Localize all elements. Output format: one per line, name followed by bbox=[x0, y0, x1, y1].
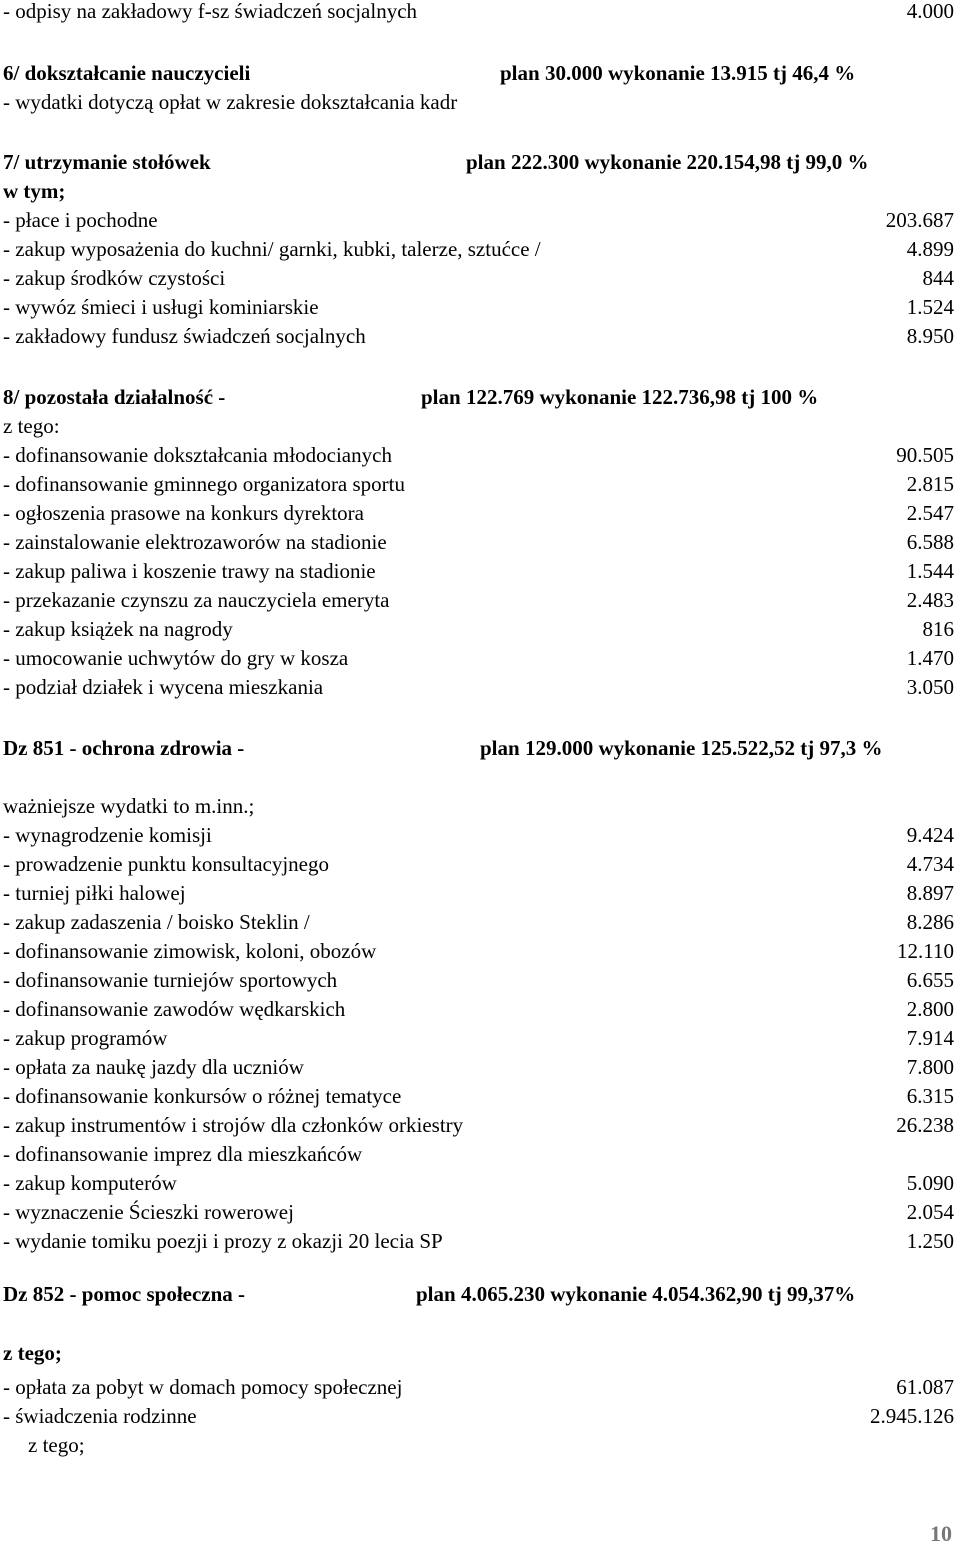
item-label: - dofinansowanie dokształcania młodocianych bbox=[3, 443, 392, 467]
item-value: 1.544 bbox=[906, 559, 954, 583]
list-item bbox=[3, 499, 954, 527]
item-value: 6.655 bbox=[906, 968, 954, 992]
item-label: - dofinansowanie zawodów wędkarskich bbox=[3, 997, 346, 1021]
list-item bbox=[3, 966, 954, 994]
list-item bbox=[3, 1140, 954, 1168]
section-heading-6 bbox=[3, 59, 954, 87]
list-item bbox=[3, 1053, 954, 1081]
subheading: ważniejsze wydatki to m.inn.; bbox=[3, 794, 255, 818]
item-label: - dofinansowanie konkursów o różnej tematyce bbox=[3, 1084, 402, 1108]
list-item bbox=[3, 586, 954, 614]
item-label: - umocowanie uchwytów do gry w kosza bbox=[3, 646, 349, 670]
list-item bbox=[3, 937, 954, 965]
list-item bbox=[3, 821, 954, 849]
plan-summary: plan 30.000 wykonanie 13.915 tj 46,4 % bbox=[500, 61, 856, 85]
list-item bbox=[3, 879, 954, 907]
item-label: - dofinansowanie turniejów sportowych bbox=[3, 968, 338, 992]
section-heading-dz852 bbox=[3, 1280, 954, 1308]
list-item bbox=[3, 615, 954, 643]
item-value: 8.286 bbox=[906, 910, 954, 934]
item-label: - opłata za pobyt w domach pomocy społecznej bbox=[3, 1375, 403, 1399]
list-item bbox=[3, 1024, 954, 1052]
item-value: 3.050 bbox=[906, 675, 954, 699]
item-value: 2.815 bbox=[906, 472, 954, 496]
item-label: - wynagrodzenie komisji bbox=[3, 823, 212, 847]
item-label: - zakup wyposażenia do kuchni/ garnki, kubki, talerze, sztućce / bbox=[3, 237, 541, 261]
list-item bbox=[3, 1198, 954, 1226]
item-label: - zakup środków czystości bbox=[3, 266, 226, 290]
item-label: - zainstalowanie elektrozaworów na stadionie bbox=[3, 530, 387, 554]
item-value: 1.250 bbox=[906, 1229, 954, 1253]
item-value: 2.800 bbox=[906, 997, 954, 1021]
item-value: 2.547 bbox=[906, 501, 954, 525]
list-item bbox=[3, 528, 954, 556]
list-item bbox=[3, 293, 954, 321]
list-item bbox=[3, 235, 954, 263]
subheading: z tego; bbox=[28, 1433, 85, 1457]
item-value: 1.524 bbox=[906, 295, 954, 319]
item-label: - zakup książek na nagrody bbox=[3, 617, 233, 641]
item-label: - wywóz śmieci i usługi kominiarskie bbox=[3, 295, 319, 319]
plan-summary: plan 129.000 wykonanie 125.522,52 tj 97,3 % bbox=[480, 736, 883, 760]
item-value: 9.424 bbox=[906, 823, 954, 847]
item-label: - przekazanie czynszu za nauczyciela emeryta bbox=[3, 588, 390, 612]
item-label: - prowadzenie punktu konsultacyjnego bbox=[3, 852, 329, 876]
item-label: - wydanie tomiku poezji i prozy z okazji 20 lecia SP bbox=[3, 1229, 443, 1253]
list-item bbox=[3, 1111, 954, 1139]
item-value: 6.588 bbox=[906, 530, 954, 554]
list-item bbox=[3, 673, 954, 701]
page-number: 10 bbox=[930, 1521, 952, 1546]
list-item bbox=[3, 264, 954, 292]
list-item bbox=[3, 206, 954, 234]
item-value: 8.897 bbox=[906, 881, 954, 905]
section-note: - wydatki dotyczą opłat w zakresie dokształcania kadr bbox=[3, 90, 458, 114]
item-label: - dofinansowanie imprez dla mieszkańców bbox=[3, 1142, 363, 1166]
item-label: - turniej piłki halowej bbox=[3, 881, 186, 905]
item-value: 7.914 bbox=[906, 1026, 954, 1050]
item-label: - ogłoszenia prasowe na konkurs dyrektora bbox=[3, 501, 364, 525]
item-label: - podział działek i wycena mieszkania bbox=[3, 675, 324, 699]
list-item bbox=[3, 557, 954, 585]
list-item bbox=[3, 441, 954, 469]
item-label: - zakup paliwa i koszenie trawy na stadionie bbox=[3, 559, 376, 583]
list-item bbox=[3, 1169, 954, 1197]
subheading: z tego: bbox=[3, 414, 60, 438]
plan-summary: plan 122.769 wykonanie 122.736,98 tj 100 % bbox=[421, 385, 819, 409]
list-item bbox=[3, 995, 954, 1023]
item-value: 12.110 bbox=[897, 939, 954, 963]
heading-label: 7/ utrzymanie stołówek bbox=[3, 150, 211, 174]
item-value: 4.000 bbox=[906, 0, 954, 23]
list-item bbox=[3, 0, 954, 25]
item-value: 4.899 bbox=[906, 237, 954, 261]
item-value: 5.090 bbox=[906, 1171, 954, 1195]
subheading: w tym; bbox=[3, 179, 66, 203]
item-label: - zakup instrumentów i strojów dla członków orkiestry bbox=[3, 1113, 464, 1137]
item-label: - dofinansowanie gminnego organizatora sportu bbox=[3, 472, 406, 496]
section-heading-dz851 bbox=[3, 734, 960, 762]
item-label: - dofinansowanie zimowisk, koloni, obozów bbox=[3, 939, 377, 963]
item-label: - zakładowy fundusz świadczeń socjalnych bbox=[3, 324, 366, 348]
item-value: 4.734 bbox=[906, 852, 954, 876]
item-value: 7.800 bbox=[906, 1055, 954, 1079]
heading-label: Dz 851 - ochrona zdrowia - bbox=[3, 736, 245, 760]
section-heading-7 bbox=[3, 148, 954, 176]
heading-label: 6/ dokształcanie nauczycieli bbox=[3, 61, 251, 85]
list-item bbox=[3, 322, 954, 350]
item-label: - zakup komputerów bbox=[3, 1171, 177, 1195]
item-value: 6.315 bbox=[906, 1084, 954, 1108]
item-value: 203.687 bbox=[885, 208, 954, 232]
list-item bbox=[3, 908, 954, 936]
plan-summary: plan 222.300 wykonanie 220.154,98 tj 99,0 % bbox=[466, 150, 869, 174]
heading-label: Dz 852 - pomoc społeczna - bbox=[3, 1282, 246, 1306]
list-item bbox=[3, 1082, 954, 1110]
item-value: 26.238 bbox=[896, 1113, 954, 1137]
item-value: 1.470 bbox=[906, 646, 954, 670]
item-label: - świadczenia rodzinne bbox=[3, 1404, 197, 1428]
item-value: 8.950 bbox=[906, 324, 954, 348]
list-item bbox=[3, 1227, 954, 1255]
item-label: - opłata za naukę jazdy dla uczniów bbox=[3, 1055, 304, 1079]
item-value: 816 bbox=[922, 617, 954, 641]
item-value: 61.087 bbox=[896, 1375, 954, 1399]
item-value: 2.054 bbox=[906, 1200, 954, 1224]
item-value: 90.505 bbox=[896, 443, 954, 467]
item-label: - zakup programów bbox=[3, 1026, 168, 1050]
heading-label: 8/ pozostała działalność - bbox=[3, 385, 226, 409]
subheading: z tego; bbox=[3, 1341, 62, 1365]
plan-summary: plan 4.065.230 wykonanie 4.054.362,90 tj 99,37% bbox=[416, 1282, 856, 1306]
list-item bbox=[3, 1402, 954, 1430]
item-label: - płace i pochodne bbox=[3, 208, 158, 232]
section-heading-8 bbox=[3, 383, 954, 411]
item-value: 2.483 bbox=[906, 588, 954, 612]
list-item bbox=[3, 1373, 954, 1401]
item-label: - zakup zadaszenia / boisko Steklin / bbox=[3, 910, 310, 934]
item-value: 2.945.126 bbox=[870, 1404, 954, 1428]
item-value: 844 bbox=[922, 266, 954, 290]
list-item bbox=[3, 644, 954, 672]
item-label: - odpisy na zakładowy f-sz świadczeń socjalnych bbox=[3, 0, 418, 23]
list-item bbox=[3, 850, 954, 878]
item-label: - wyznaczenie Ścieszki rowerowej bbox=[3, 1200, 294, 1224]
list-item bbox=[3, 470, 954, 498]
